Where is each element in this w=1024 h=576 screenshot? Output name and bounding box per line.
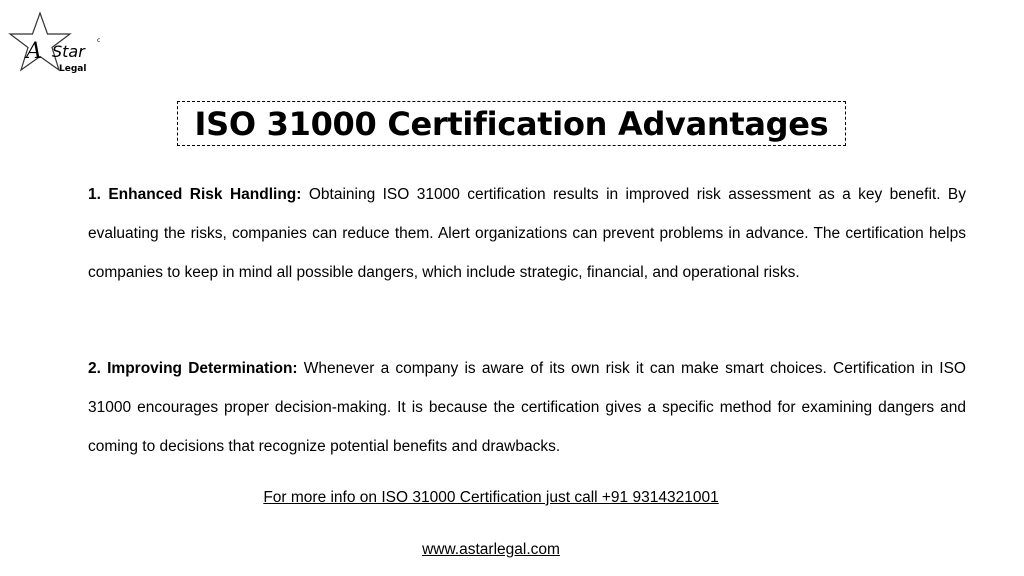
page-title: ISO 31000 Certification Advantages [194, 104, 829, 143]
section-body: Obtaining ISO 31000 certification results in improved risk assessment as a key benefit. By evaluating the risks, companies can reduce them. Alert organizations can prevent problems in advance. The certification helps companies to keep in mind all possible dangers, which include strategic, financial, and operational risks. [88, 186, 966, 281]
section-body: Whenever a company is aware of its own risk it can make smart choices. Certification in ISO 31000 encourages proper decision-making. It is because the certification gives a specific method for examining dangers and coming to decisions that recognize potential benefits and drawbacks. [88, 360, 966, 455]
website-link[interactable]: www.astarlegal.com [422, 541, 560, 558]
section-heading: 1. Enhanced Risk Handling: [88, 186, 302, 203]
logo-sub: Legal [59, 64, 87, 74]
logo-trademark: c [97, 37, 101, 44]
section-risk-handling [88, 175, 966, 292]
section-heading: 2. Improving Determination: [88, 360, 298, 377]
brand-logo [6, 10, 106, 76]
contact-call-link[interactable]: For more info on ISO 31000 Certification just call +91 9314321001 [263, 489, 719, 506]
title-box [177, 101, 846, 146]
logo-name: Star [52, 42, 85, 61]
star-logo-icon [6, 10, 106, 76]
section-determination [88, 349, 966, 466]
logo-mark: A [26, 39, 42, 64]
